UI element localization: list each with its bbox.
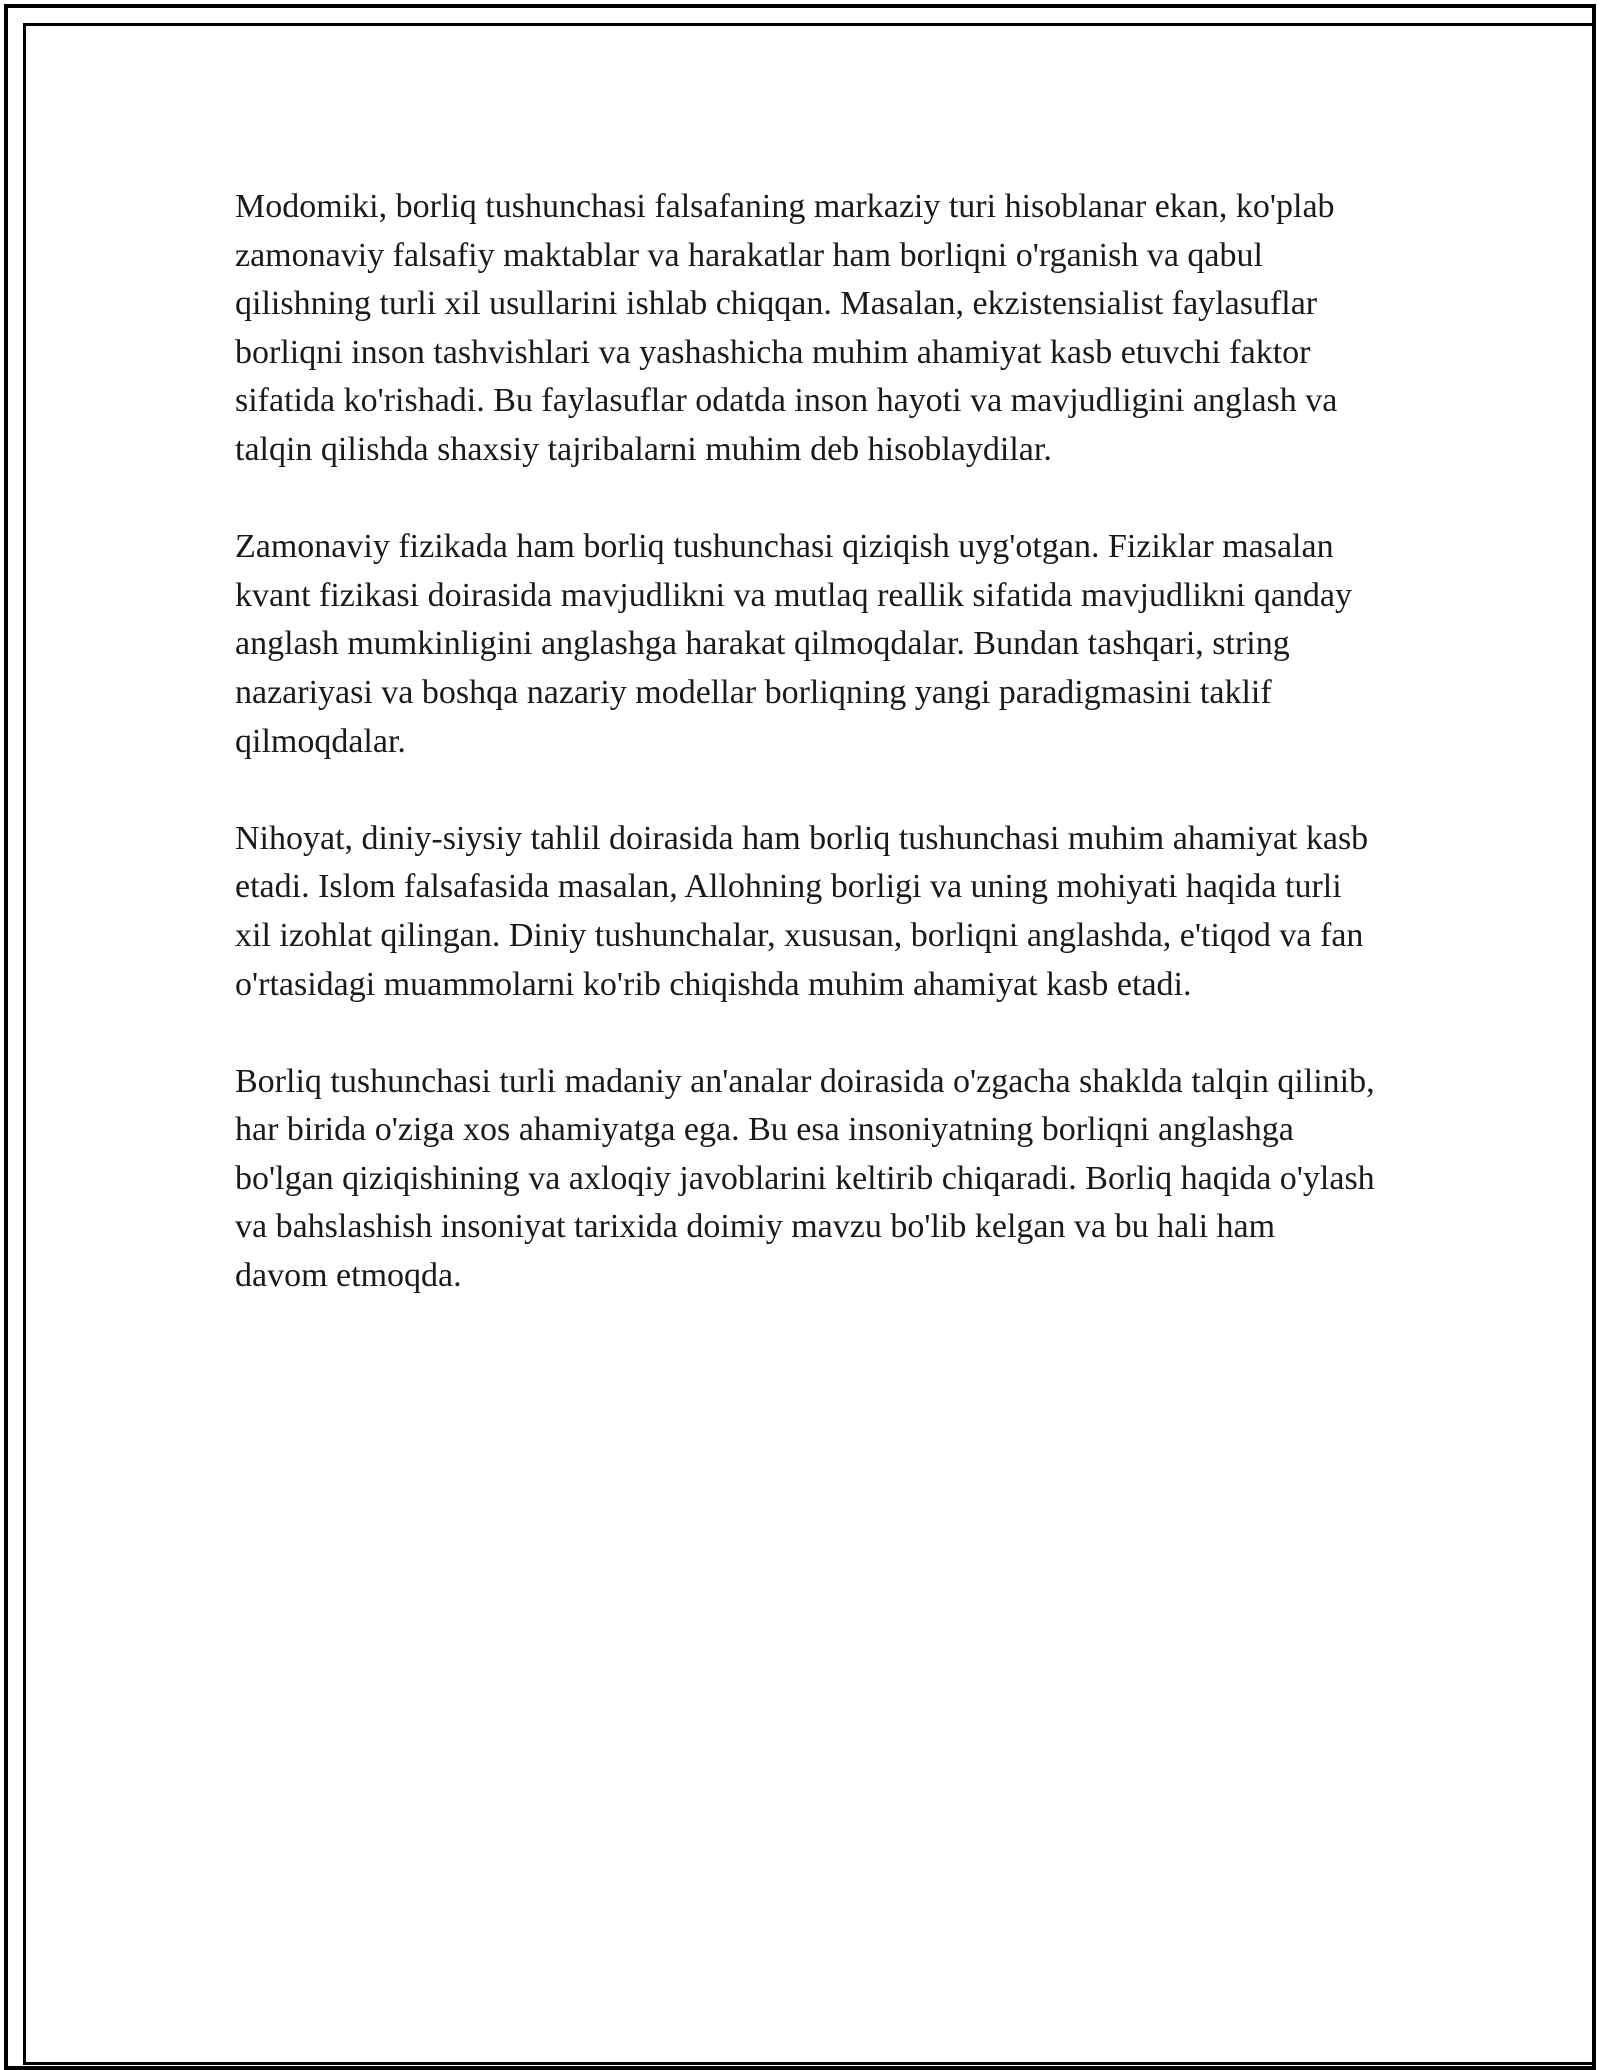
paragraph-4: Borliq tushunchasi turli madaniy an'analar doirasida o'zgacha shaklda talqin qilinib, har birida o'ziga xos ahamiyatga ega. Bu esa insoniyatning borliqni anglashga bo'lgan qiziqishining va axloqiy javoblarini keltirib chiqaradi. Borliq haqida o'ylash va bahslashish insoniyat tarixida doimiy mavzu bo'lib kelgan va bu hali ham davom etmoqda. <box>235 1062 1375 1295</box>
document-body <box>235 183 1375 1349</box>
paragraph-1: Modomiki, borliq tushunchasi falsafaning markaziy turi hisoblanar ekan, ko'plab zamonaviy falsafiy maktablar va harakatlar ham borliqni o'rganish va qabul qilishning turli xil usullarini ishlab chiqqan. Masalan, ekzistensialist faylasuflar borliqni inson tashvishlari va yashashicha muhim ahamiyat kasb etuvchi faktor sifatida ko'rishadi. Bu faylasuflar odatda inson hayoti va mavjudligini anglash va talqin qilishda shaxsiy tajribalarni muhim deb hisoblaydilar. <box>235 188 1338 468</box>
paragraph-2: Zamonaviy fizikada ham borliq tushunchasi qiziqish uyg'otgan. Fiziklar masalan kvant fizikasi doirasida mavjudlikni va mutlaq reallik sifatida mavjudlikni qanday anglash mumkinligini anglashga harakat qilmoqdalar. Bundan tashqari, string nazariyasi va boshqa nazariy modellar borliqning yangi paradigmasini taklif qilmoqdalar. <box>235 528 1353 760</box>
paragraph-3: Nihoyat, diniy-siysiy tahlil doirasida ham borliq tushunchasi muhim ahamiyat kasb etadi. Islom falsafasida masalan, Allohning borligi va uning mohiyati haqida turli xil izohlat qilingan. Diniy tushunchalar, xususan, borliqni anglashda, e'tiqod va fan o'rtasidagi muammolarni ko'rib chiqishda muhim ahamiyat kasb etadi. <box>235 819 1369 1003</box>
